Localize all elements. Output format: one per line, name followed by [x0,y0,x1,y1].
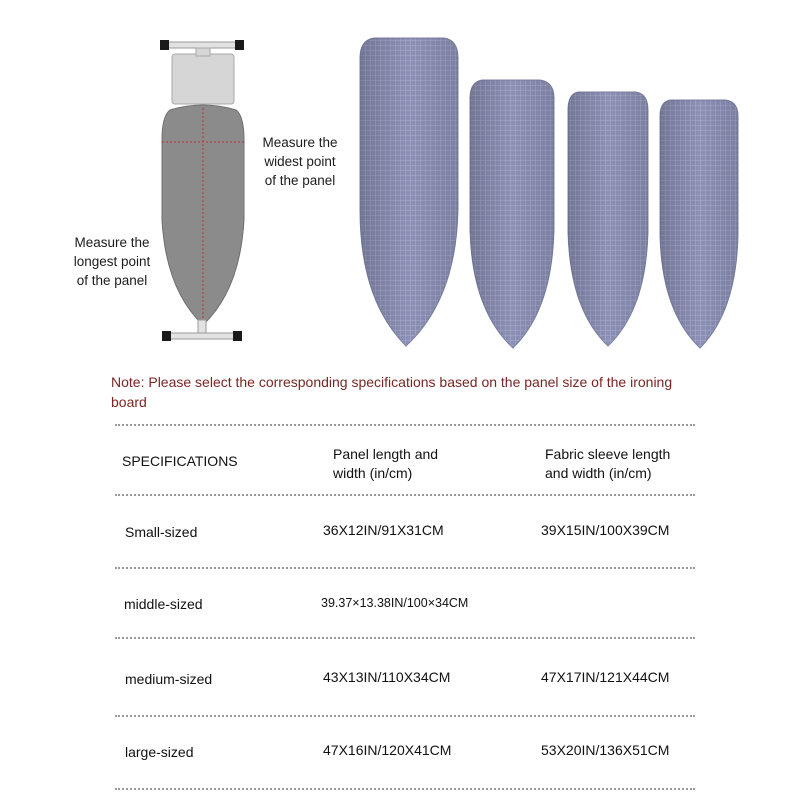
row-sleeve-size: 53X20IN/136X51CM [541,742,670,758]
row-sleeve-size: 39X15IN/100X39CM [541,522,670,538]
row-panel-size: 39.37×13.38IN/100×34CM [321,596,469,610]
measure-widest-label: Measure the widest point of the panel [262,135,338,188]
header-sleeve-size: Fabric sleeve length and width (in/cm) [545,446,671,481]
header-panel-size: Panel length and width (in/cm) [333,446,439,481]
top-stand-bar [166,42,238,48]
selection-note: Note: Please select the corresponding specifications based on the panel size of the ironing board [111,374,673,410]
iron-rest [172,54,234,104]
measure-longest-label: Measure the longest point of the panel [73,235,151,288]
top-right-foot [235,40,244,50]
iron-rest-neck [196,48,210,56]
bottom-left-foot [162,331,171,341]
ironing-board-diagram [0,0,800,360]
row-size-name: Small-sized [125,524,198,540]
row-panel-size: 43X13IN/110X34CM [323,669,451,685]
row-size-name: large-sized [125,744,194,760]
bottom-stand-bar [166,333,238,339]
row-size-name: medium-sized [125,671,213,687]
row-panel-size: 47X16IN/120X41CM [323,742,452,758]
table-divider [115,788,695,790]
table-divider [115,424,695,426]
table-divider [115,494,695,496]
table-divider [115,637,695,639]
row-sleeve-size: 47X17IN/121X44CM [541,669,670,685]
board-covers [360,38,738,348]
table-divider [115,715,695,717]
row-size-name: middle-sized [124,596,203,612]
row-panel-size: 36X12IN/91X31CM [323,522,444,538]
ironing-board-illustration [160,40,244,341]
bottom-right-foot [233,331,242,341]
table-divider [115,567,695,569]
top-left-foot [160,40,169,50]
header-specifications: SPECIFICATIONS [122,453,238,469]
